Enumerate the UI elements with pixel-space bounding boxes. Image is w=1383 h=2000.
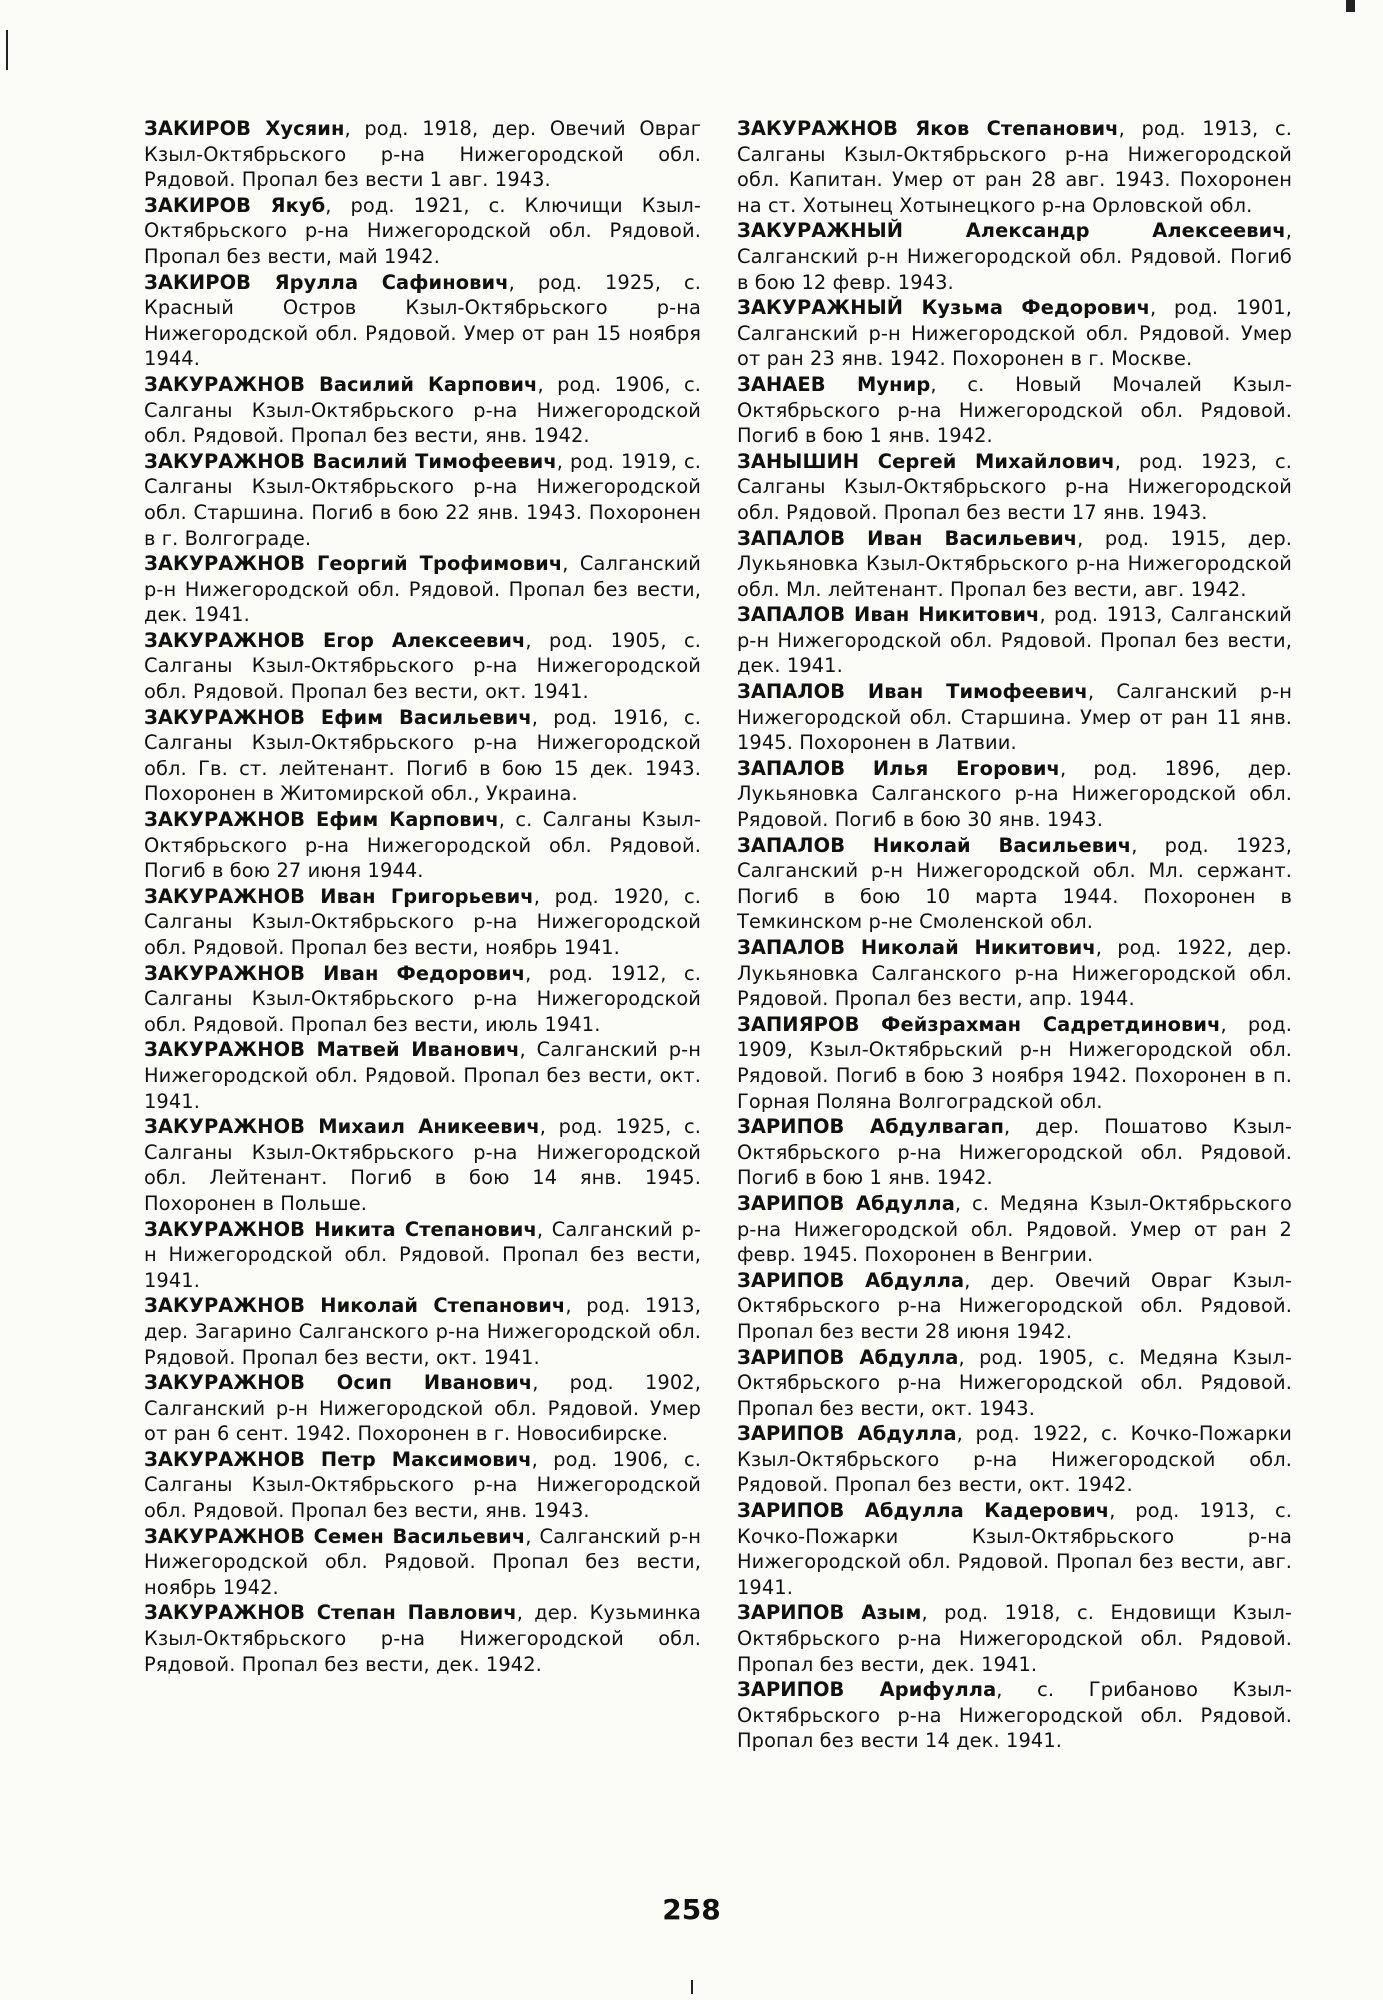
entry-left-12 xyxy=(144,1114,701,1216)
entry-name: ЗАПИЯРОВ Фейзрахман Садретдинович xyxy=(737,1012,1221,1036)
entry-left-3 xyxy=(144,372,701,449)
entry-text: , род. 1905, с. Медяна Кзыл-Октябрьского р-на Нижегородской обл. Рядовой. Пропал без вести, окт. 1943. xyxy=(737,1345,1292,1420)
entry-name: ЗАПАЛОВ Иван Васильевич xyxy=(737,526,1078,550)
entry-text: , Салганский р-н Нижегородской обл. Рядовой. Пропал без вести, 1941. xyxy=(144,1217,701,1292)
entry-name: ЗАКУРАЖНОВ Петр Максимович xyxy=(144,1447,532,1471)
entry-left-5 xyxy=(144,551,701,628)
entry-name: ЗАРИПОВ Абдулла xyxy=(737,1191,955,1215)
entry-left-11 xyxy=(144,1037,701,1114)
entry-text: , дер. Овечий Овраг Кзыл-Октябрьского р-на Нижегородской обл. Рядовой. Пропал без вести 28 июня 1942. xyxy=(737,1268,1292,1343)
entry-name: ЗАКУРАЖНОВ Ефим Васильевич xyxy=(144,705,532,729)
entry-left-17 xyxy=(144,1524,701,1601)
entry-left-2 xyxy=(144,270,701,372)
entry-name: ЗАКУРАЖНОВ Ефим Карпович xyxy=(144,808,499,832)
entry-name: ЗАКУРАЖНОВ Николай Степанович xyxy=(144,1294,566,1318)
entry-text: , Салганский р-н Нижегородской обл. Рядовой. Погиб в бою 12 февр. 1943. xyxy=(737,219,1292,294)
entry-right-9 xyxy=(737,833,1292,935)
entry-text: , род. 1913, Салганский р-н Нижегородской обл. Рядовой. Пропал без вести, дек. 1941. xyxy=(737,603,1292,678)
entry-text: , дер. Кузьминка Кзыл-Октябрьского р-на Нижегородской обл. Рядовой. Пропал без вести, дек. 1942. xyxy=(144,1601,701,1676)
entry-text: , Салганский р-н Нижегородской обл. Рядовой. Пропал без вести, окт. 1941. xyxy=(144,1038,702,1113)
entry-text: , с. Салганы Кзыл-Октябрьского р-на Нижегородской обл. Рядовой. Погиб в бою 27 июня 1944. xyxy=(144,808,701,883)
entry-name: ЗАРИПОВ Арифулла xyxy=(737,1678,997,1702)
entry-right-16 xyxy=(737,1421,1292,1498)
entry-text: , род. 1905, с. Салганы Кзыл-Октябрьского р-на Нижегородской обл. Рядовой. Пропал без вести, окт. 1941. xyxy=(144,628,701,704)
entry-text: , с. Новый Мочалей Кзыл-Октябрьского р-на Нижегородской обл. Рядовой. Погиб в бою 1 янв. 1942. xyxy=(737,372,1292,448)
entry-name: ЗАКУРАЖНОВ Михаил Аникеевич xyxy=(144,1115,540,1139)
entry-text: , род. 1918, с. Ендовищи Кзыл-Октябрьского р-на Нижегородской обл. Рядовой. Пропал без вести, дек. 1941. xyxy=(737,1601,1292,1676)
entry-text: , род. 1920, с. Салганы Кзыл-Октябрьского р-на Нижегородской обл. Рядовой. Пропал без вести, ноябрь 1941. xyxy=(144,884,702,959)
entry-left-7 xyxy=(144,705,701,807)
entry-right-19 xyxy=(737,1677,1292,1754)
entry-text: , род. 1913, дер. Загарино Салганского р-на Нижегородской обл. Рядовой. Пропал без вести, окт. 1941. xyxy=(144,1294,701,1369)
entry-text: , с. Грибаново Кзыл-Октябрьского р-на Нижегородской обл. Рядовой. Пропал без вести 14 дек. 1941. xyxy=(737,1678,1292,1753)
entry-name: ЗАКУРАЖНОВ Никита Степанович xyxy=(144,1217,537,1241)
entry-text: , род. 1925, с. Красный Остров Кзыл-Октябрьского р-на Нижегородской обл. Рядовой. Умер от ран 15 ноября 1944. xyxy=(144,270,702,371)
entry-text: , род. 1912, с. Салганы Кзыл-Октябрьского р-на Нижегородской обл. Рядовой. Пропал без вести, июль 1941. xyxy=(144,961,701,1036)
entry-left-9 xyxy=(144,884,701,961)
entry-name: ЗАКУРАЖНОВ Иван Федорович xyxy=(144,961,526,985)
entry-right-15 xyxy=(737,1345,1292,1422)
entry-right-13 xyxy=(737,1191,1292,1268)
entry-name: ЗАРИПОВ Абдулвагап xyxy=(737,1115,1004,1139)
entry-right-2 xyxy=(737,295,1292,372)
entry-name: ЗАПАЛОВ Николай Васильевич xyxy=(737,833,1132,857)
entry-text: , род. 1919, с. Салганы Кзыл-Октябрьского р-на Нижегородской обл. Старшина. Погиб в бою 22 янв. 1943. Похоронен в г. Волгограде. xyxy=(144,449,702,550)
entry-right-0 xyxy=(737,116,1292,218)
entry-text: , род. 1918, дер. Овечий Овраг Кзыл-Октябрьского р-на Нижегородской обл. Рядовой. Пропал без вести 1 авг. 1943. xyxy=(144,117,701,192)
entry-left-16 xyxy=(144,1447,701,1524)
entry-text: , дер. Пошатово Кзыл-Октябрьского р-на Нижегородской обл. Рядовой. Погиб в бою 1 янв. 1942. xyxy=(737,1115,1292,1190)
entry-right-10 xyxy=(737,935,1292,1012)
entry-right-17 xyxy=(737,1498,1292,1600)
entry-name: ЗАКУРАЖНОВ Матвей Иванович xyxy=(144,1038,520,1062)
entry-left-6 xyxy=(144,628,701,705)
entry-name: ЗАКУРАЖНЫЙ Кузьма Федорович xyxy=(737,296,1151,320)
entry-name: ЗАКУРАЖНОВ Георгий Трофимович xyxy=(144,552,563,576)
entry-right-3 xyxy=(737,372,1292,449)
entry-name: ЗАНЫШИН Сергей Михайлович xyxy=(737,449,1115,473)
entry-text: , род. 1902, Салганский р-н Нижегородской обл. Рядовой. Умер от ран 6 сент. 1942. Похоронен в г. Новосибирске. xyxy=(144,1371,701,1446)
entry-text: , род. 1896, дер. Лукьяновка Салганского р-на Нижегородской обл. Рядовой. Погиб в бою 30 янв. 1943. xyxy=(737,756,1292,832)
entry-name: ЗАРИПОВ Абдулла xyxy=(737,1422,957,1446)
scan-edge-mark-left xyxy=(6,30,8,70)
entry-right-18 xyxy=(737,1600,1292,1677)
entry-text: , род. 1915, дер. Лукьяновка Кзыл-Октябрьского р-на Нижегородской обл. Мл. лейтенант. Пропал без вести, авг. 1942. xyxy=(737,526,1292,601)
entry-name: ЗАКУРАЖНОВ Семен Васильевич xyxy=(144,1524,526,1548)
entry-name: ЗАКУРАЖНОВ Егор Алексеевич xyxy=(144,628,526,652)
entry-text: , род. 1925, с. Салганы Кзыл-Октябрьского р-на Нижегородской обл. Лейтенант. Погиб в бою 14 янв. 1945. Похоронен в Польше. xyxy=(144,1115,701,1215)
entry-name: ЗАРИПОВ Абдулла xyxy=(737,1345,959,1369)
entry-name: ЗАКУРАЖНОВ Осип Иванович xyxy=(144,1371,533,1395)
entry-text: , Салганский р-н Нижегородской обл. Рядовой. Пропал без вести, дек. 1941. xyxy=(144,552,701,627)
entry-left-10 xyxy=(144,961,701,1038)
entry-text: , род. 1909, Кзыл-Октябрьский р-н Нижегородской обл. Рядовой. Погиб в бою 3 ноября 1942. Похоронен в п. Горная Поляна Волгоградской обл. xyxy=(737,1012,1293,1113)
entry-right-4 xyxy=(737,449,1292,526)
entry-right-12 xyxy=(737,1114,1292,1191)
entry-left-1 xyxy=(144,193,701,270)
entry-right-14 xyxy=(737,1268,1292,1345)
entry-text: , род. 1906, с. Салганы Кзыл-Октябрьского р-на Нижегородской обл. Рядовой. Пропал без вести, янв. 1942. xyxy=(144,372,702,448)
entry-text: , род. 1906, с. Салганы Кзыл-Октябрьского р-на Нижегородской обл. Рядовой. Пропал без вести, янв. 1943. xyxy=(144,1447,702,1523)
entry-name: ЗАКУРАЖНОВ Иван Григорьевич xyxy=(144,884,534,908)
entry-text: , Салганский р-н Нижегородской обл. Старшина. Умер от ран 11 янв. 1945. Похоронен в Латвии. xyxy=(737,680,1292,755)
entry-text: , род. 1921, с. Ключищи Кзыл-Октябрьского р-на Нижегородской обл. Рядовой. Пропал без вести, май 1942. xyxy=(144,193,701,268)
entry-name: ЗАПАЛОВ Николай Никитович xyxy=(737,936,1096,959)
entry-text: , род. 1922, с. Кочко-Пожарки Кзыл-Октябрьского р-на Нижегородской обл. Рядовой. Пропал без вести, окт. 1942. xyxy=(737,1422,1292,1497)
entry-text: , род. 1922, дер. Лукьяновка Салганского р-на Нижегородской обл. Рядовой. Пропал без вести, апр. 1944. xyxy=(737,936,1292,1011)
entry-name: ЗАКУРАЖНОВ Василий Тимофеевич xyxy=(144,449,557,473)
entry-text: , род. 1923, с. Салганы Кзыл-Октябрьского р-на Нижегородской обл. Рядовой. Пропал без вести 17 янв. 1943. xyxy=(737,449,1292,524)
entry-name: ЗАКИРОВ Ярулла Сафинович xyxy=(144,270,509,294)
scan-edge-mark-right xyxy=(1346,0,1355,12)
entry-name: ЗАРИПОВ Абдулла Кадерович xyxy=(737,1499,1110,1523)
entry-text: , род. 1901, Салганский р-н Нижегородской обл. Рядовой. Умер от ран 23 янв. 1942. Похоронен в г. Москве. xyxy=(737,296,1292,371)
entry-text: , род. 1913, с. Кочко-Пожарки Кзыл-Октябрьского р-на Нижегородской обл. Рядовой. Пропал без вести, авг. 1941. xyxy=(737,1499,1293,1599)
entry-name: ЗАРИПОВ Абдулла xyxy=(737,1268,965,1292)
page-number: 258 xyxy=(662,1893,721,1926)
entry-name: ЗАПАЛОВ Илья Егорович xyxy=(737,756,1060,780)
entry-left-18 xyxy=(144,1600,701,1677)
right-column xyxy=(737,116,1292,1754)
entry-right-5 xyxy=(737,526,1292,603)
entry-text: , род. 1916, с. Салганы Кзыл-Октябрьского р-на Нижегородской обл. Гв. ст. лейтенант. Погиб в бою 15 дек. 1943. Похоронен в Житомирской обл., Украина. xyxy=(144,705,701,806)
entry-left-13 xyxy=(144,1217,701,1294)
entry-name: ЗАКИРОВ Якуб xyxy=(144,193,326,217)
entry-left-0 xyxy=(144,116,701,193)
entry-left-4 xyxy=(144,449,701,551)
entry-right-1 xyxy=(737,218,1292,295)
scan-edge-mark-bottom xyxy=(691,1980,693,1994)
entry-left-8 xyxy=(144,807,701,884)
entry-name: ЗАНАЕВ Мунир xyxy=(737,372,931,396)
entry-text: , род. 1913, с. Салганы Кзыл-Октябрьского р-на Нижегородской обл. Капитан. Умер от ран 28 авг. 1943. Похоронен на ст. Хотынец Хотынецкого р-на Орловской обл. xyxy=(737,117,1292,217)
entry-left-15 xyxy=(144,1370,701,1447)
entry-right-7 xyxy=(737,679,1292,756)
entry-text: , род. 1923, Салганский р-н Нижегородской обл. Мл. сержант. Погиб в бою 10 марта 1944. Похоронен в Темкинском р-не Смоленской обл. xyxy=(737,833,1292,934)
entry-name: ЗАПАЛОВ Иван Тимофеевич xyxy=(737,680,1088,704)
entry-text: , Салганский р-н Нижегородской обл. Рядовой. Пропал без вести, ноябрь 1942. xyxy=(144,1524,701,1599)
entry-name: ЗАКУРАЖНЫЙ Александр Алексеевич xyxy=(737,219,1286,243)
entry-name: ЗАПАЛОВ Иван Никитович xyxy=(737,603,1040,627)
entry-right-6 xyxy=(737,602,1292,679)
left-column xyxy=(144,116,701,1677)
entry-name: ЗАКУРАЖНОВ Василий Карпович xyxy=(144,372,538,396)
entry-name: ЗАКУРАЖНОВ Степан Павлович xyxy=(144,1601,517,1625)
entry-right-8 xyxy=(737,756,1292,833)
entry-name: ЗАКУРАЖНОВ Яков Степанович xyxy=(737,117,1119,140)
entry-right-11 xyxy=(737,1012,1292,1114)
entry-left-14 xyxy=(144,1293,701,1370)
entry-name: ЗАРИПОВ Азым xyxy=(737,1601,922,1625)
entry-text: , с. Медяна Кзыл-Октябрьского р-на Нижегородской обл. Рядовой. Умер от ран 2 февр. 1945. Похоронен в Венгрии. xyxy=(737,1191,1292,1267)
entry-name: ЗАКИРОВ Хусяин xyxy=(144,117,345,140)
